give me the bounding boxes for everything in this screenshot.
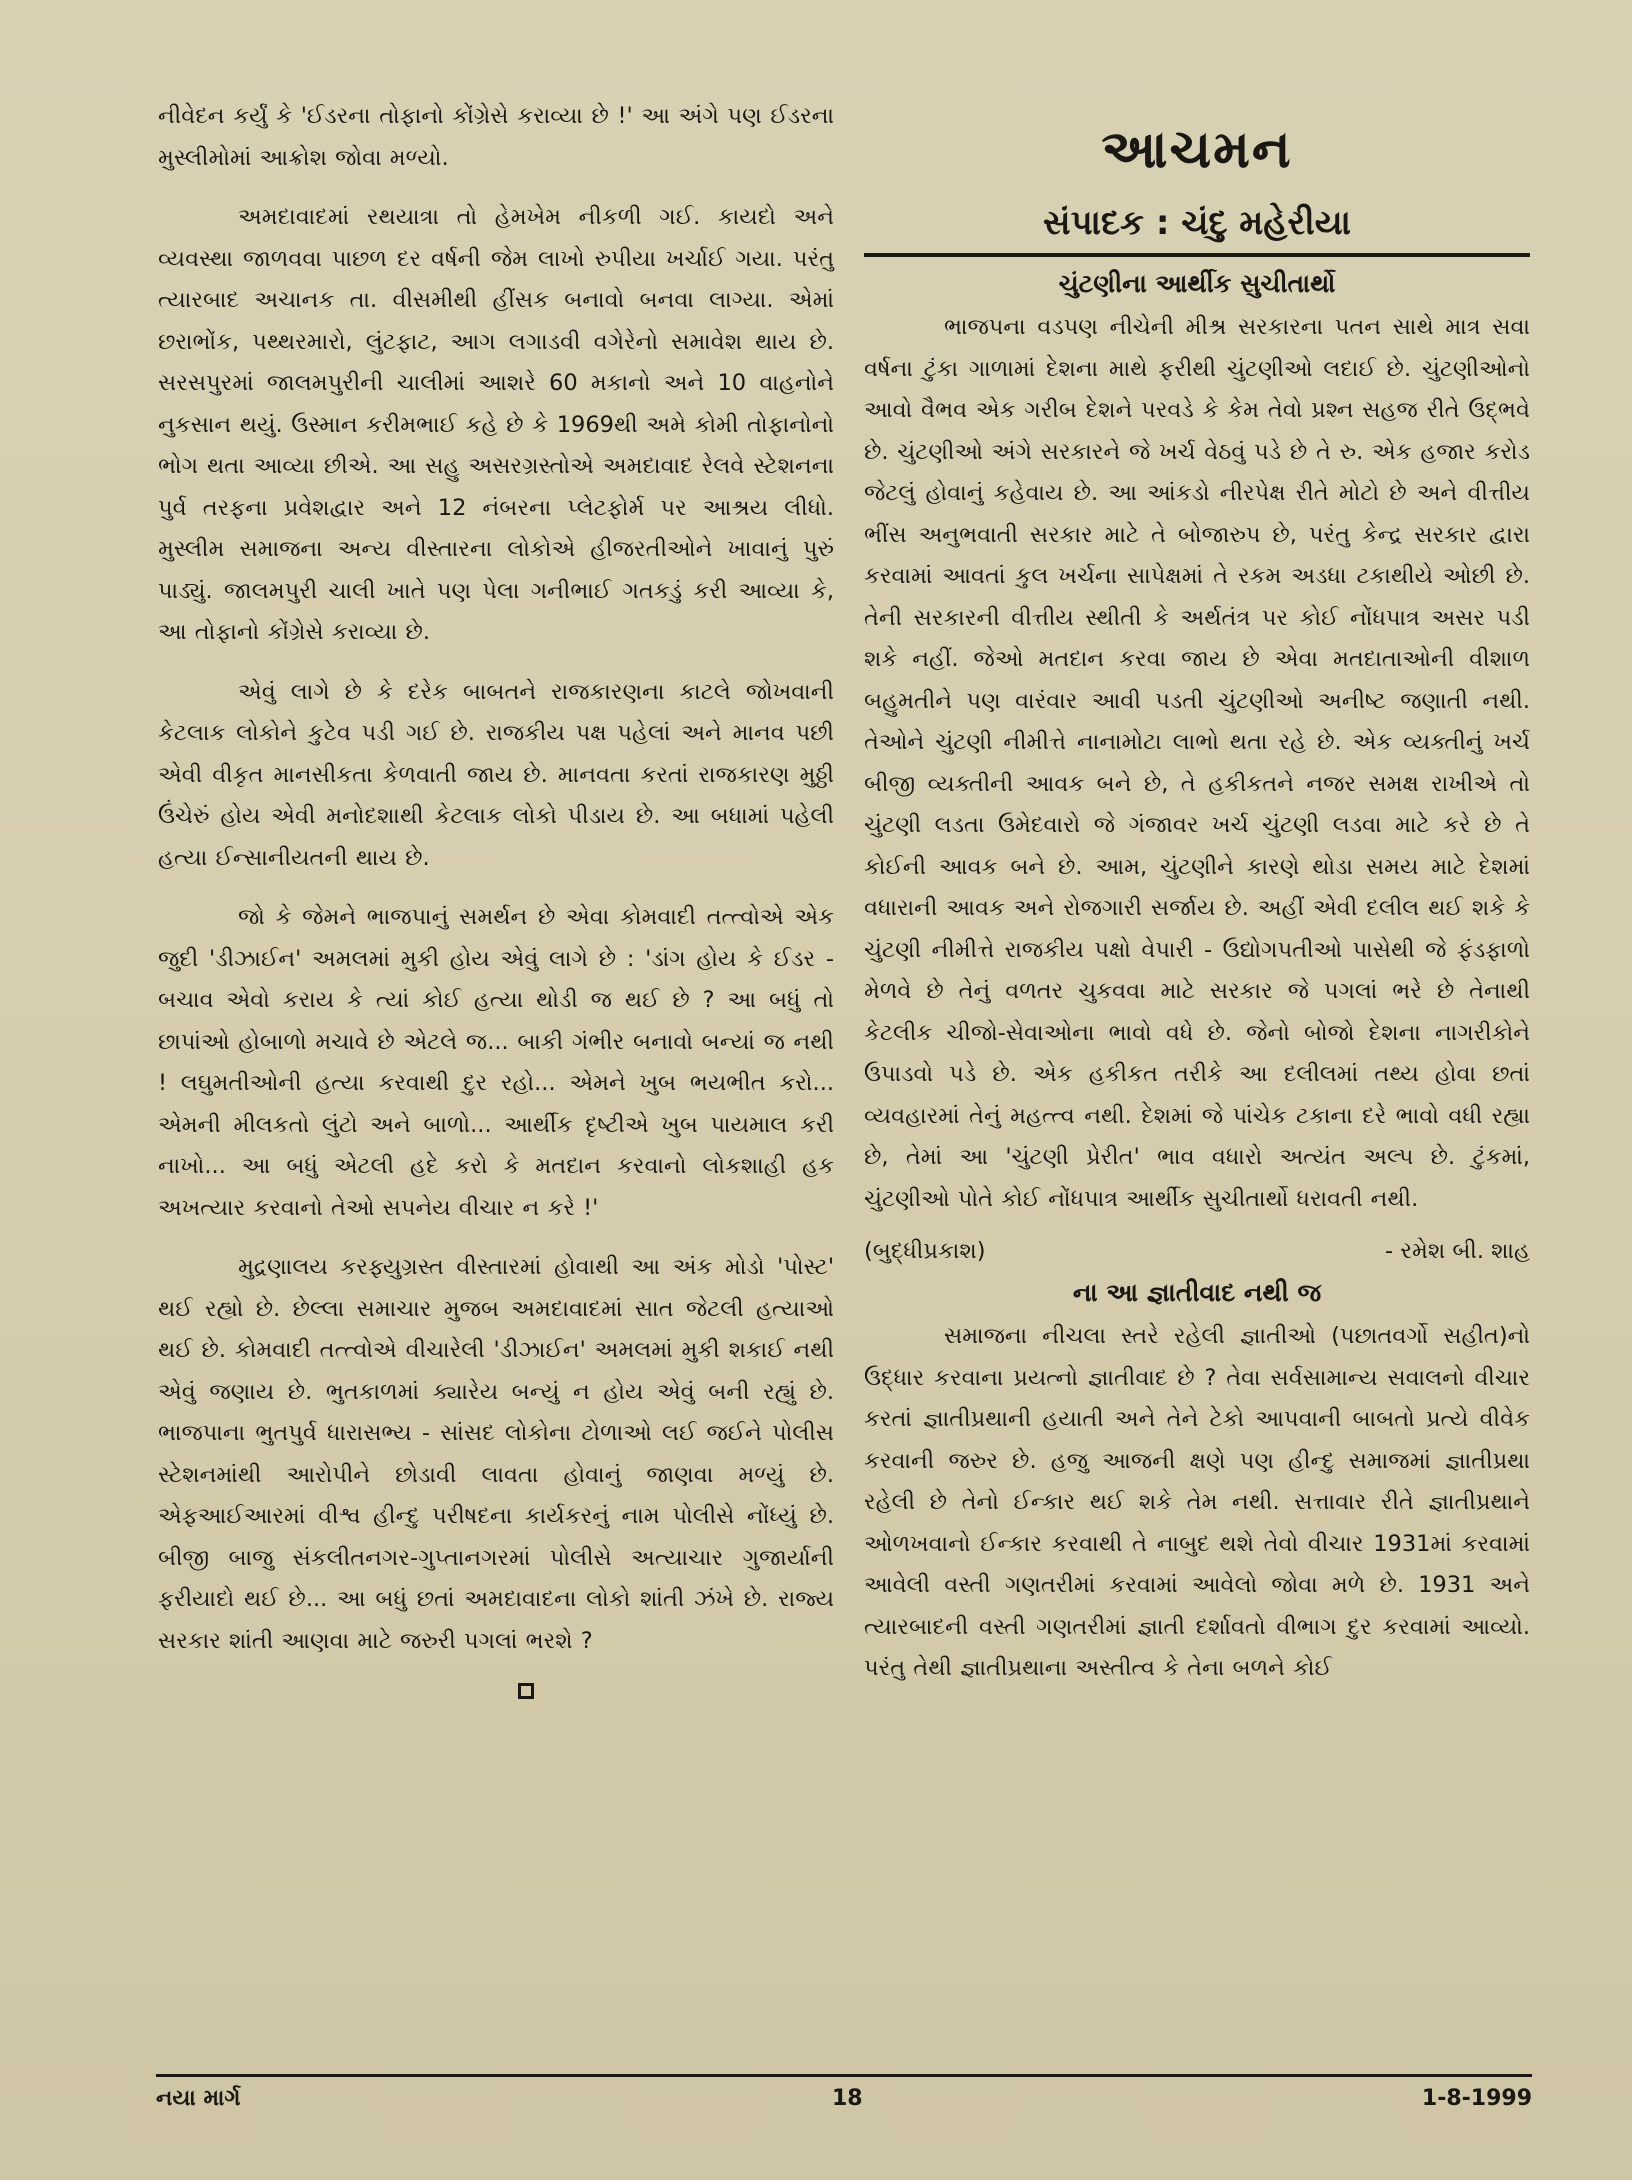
right-column: [864, 120, 1530, 1708]
end-of-article-mark: [158, 1680, 834, 1705]
footer-rule: [156, 2074, 1532, 2077]
page-number: 18: [832, 2086, 863, 2111]
issue-date: 1-8-1999: [1421, 2086, 1532, 2111]
left-paragraph-5: મુદ્રણાલય કરફ્યુગ્રસ્ત વીસ્તારમાં હોવાથી આ અંક મોડો 'પોસ્ટ' થઈ રહ્યો છે. છેલ્લા સમાચાર મુજબ અમદાવાદમાં સાત જેટલી હત્યાઓ થઈ છે. કોમવાદી તત્ત્વોએ વીચારેલી 'ડીઝાઈન' અમલમાં મુકી શકાઈ નથી એવું જણાય છે. ભુતકાળમાં ક્યારેય બન્યું ન હોય એવું બની રહ્યું છે. ભાજપાના ભુતપુર્વ ધારાસભ્ય - સાંસદ લોકોના ટોળાઓ લઈ જઈને પોલીસ સ્ટેશનમાંથી આરોપીને છોડાવી લાવતા હોવાનું જાણવા મળ્યું છે. એફઆઈઆરમાં વીશ્વ હીન્દુ પરીષદના કાર્યકરનું નામ પોલીસે નોંધ્યું છે. બીજી બાજુ સંકલીતનગર-ગુપ્તાનગરમાં પોલીસે અત્યાચાર ગુજાર્યાની ફરીયાદો થઈ છે... આ બધું છતાં અમદાવાદના લોકો શાંતી ઝંખે છે. રાજ્ય સરકાર શાંતી આણવા માટે જરુરી પગલાં ભરશે ?: [158, 1254, 834, 1654]
left-column: [158, 96, 834, 1705]
left-paragraph-3: એવું લાગે છે કે દરેક બાબતને રાજકારણના કાટલે જોખવાની કેટલાક લોકોને કુટેવ પડી ગઈ છે. રાજકીય પક્ષ પહેલાં અને માનવ પછી એવી વીકૃત માનસીકતા કેળવાતી જાય છે. માનવતા કરતાં રાજકારણ મુઠ્ઠી ઉંચેરું હોય એવી મનોદશાથી કેટલાક લોકો પીડાય છે. આ બધામાં પહેલી હત્યા ઈન્સાનીયતની થાય છે.: [158, 678, 834, 871]
source-name: (બુદ્ધીપ્રકાશ): [864, 1238, 986, 1264]
section-heading-elections: ચુંટણીના આર્થીક સુચીતાર્થો: [1058, 269, 1336, 298]
column-title: આચમન: [1101, 120, 1293, 180]
elections-paragraph: ભાજપના વડપણ નીચેની મીશ્ર સરકારના પતન સાથે માત્ર સવા વર્ષના ટુંકા ગાળામાં દેશના માથે ફરીથી ચુંટણીઓ લદાઈ છે. ચુંટણીઓનો આવો વૈભવ એક ગરીબ દેશને પરવડે કે કેમ તેવો પ્રશ્ન સહજ રીતે ઉદ્ભવે છે. ચુંટણીઓ અંગે સરકારને જે ખર્ચ વેઠવું પડે છે તે રુ. એક હજાર કરોડ જેટલું હોવાનું કહેવાય છે. આ આંકડો નીરપેક્ષ રીતે મોટો છે અને વીત્તીય ભીંસ અનુભવાતી સરકાર માટે તે બોજારુપ છે, પરંતુ કેન્દ્ર સરકાર દ્વારા કરવામાં આવતાં કુલ ખર્ચના સાપેક્ષમાં તે રકમ અડધા ટકાથીયે ઓછી છે. તેની સરકારની વીત્તીય સ્થીતી કે અર્થતંત્ર પર કોઈ નોંધપાત્ર અસર પડી શકે નહીં. જેઓ મતદાન કરવા જાય છે એવા મતદાતાઓની વીશાળ બહુમતીને પણ વારંવાર આવી પડતી ચુંટણીઓ અનીષ્ટ જણાતી નથી. તેઓને ચુંટણી નીમીત્તે નાનામોટા લાભો થતા રહે છે. એક વ્યક્તીનું ખર્ચ બીજી વ્યક્તીની આવક બને છે, તે હકીકતને નજર સમક્ષ રાખીએ તો ચુંટણી લડતા ઉમેદવારો જે ગંજાવર ખર્ચ ચુંટણી લડવા માટે કરે છે તે કોઈની આવક બને છે. આમ, ચુંટણીને કારણે થોડા સમય માટે દેશમાં વધારાની આવક અને રોજગારી સર્જાય છે. અહીં એવી દલીલ થઈ શકે કે ચુંટણી નીમીત્તે રાજકીય પક્ષો વેપારી - ઉદ્યોગપતીઓ પાસેથી જે ફંડફાળો મેળવે છે તેનું વળતર ચુકવવા માટે સરકાર જે પગલાં ભરે છે તેનાથી કેટલીક ચીજો-સેવાઓના ભાવો વધે છે. જેનો બોજો દેશના નાગરીકોને ઉપાડવો પડે છે. એક હકીકત તરીકે આ દલીલમાં તથ્ય હોવા છતાં વ્યવહારમાં તેનું મહત્ત્વ નથી. દેશમાં જે પાંચેક ટકાના દરે ભાવો વધી રહ્યા છે, તેમાં આ 'ચુંટણી પ્રેરીત' ભાવ વધારો અત્યંત અલ્પ છે. ટુંકમાં, ચુંટણીઓ પોતે કોઈ નોંધપાત્ર આર્થીક સુચીતાર્થો ધરાવતી નથી.: [864, 314, 1530, 1212]
section-heading-caste: ના આ જ્ઞાતીવાદ નથી જ: [1072, 1278, 1322, 1307]
caste-paragraph: સમાજના નીચલા સ્તરે રહેલી જ્ઞાતીઓ (પછાતવર્ગો સહીત)નો ઉદ્ધાર કરવાના પ્રયત્નો જ્ઞાતીવાદ છે ? તેવા સર્વસામાન્ય સવાલનો વીચાર કરતાં જ્ઞાતીપ્રથાની હયાતી અને તેને ટેકો આપવાની બાબતો પ્રત્યે વીવેક કરવાની જરુર છે. હજુ આજની ક્ષણે પણ હીન્દુ સમાજમાં જ્ઞાતીપ્રથા રહેલી છે તેનો ઈન્કાર થઈ શકે તેમ નથી. સત્તાવાર રીતે જ્ઞાતીપ્રથાને ઓળખવાનો ઈન્કાર કરવાથી તે નાબુદ થશે તેવો વીચાર 1931માં કરવામાં આવેલી વસ્તી ગણતરીમાં કરવામાં આવેલો જોવા મળે છે. 1931 અને ત્યારબાદની વસ્તી ગણતરીમાં જ્ઞાતી દર્શાવતો વીભાગ દુર કરવામાં આવ્યો. પરંતુ તેથી જ્ઞાતીપ્રથાના અસ્તીત્વ કે તેના બળને કોઈ: [864, 1323, 1530, 1681]
end-square-icon: [518, 1683, 534, 1699]
editor-line: સંપાદક : ચંદુ મહેરીયા: [1043, 203, 1351, 243]
author-name: - રમેશ બી. શાહ: [1385, 1238, 1530, 1264]
title-rule: [864, 253, 1530, 257]
left-paragraph-2: અમદાવાદમાં રથયાત્રા તો હેમખેમ નીકળી ગઈ. કાયદો અને વ્યવસ્થા જાળવવા પાછળ દર વર્ષની જેમ લાખો રુપીયા ખર્ચાઈ ગયા. પરંતુ ત્યારબાદ અચાનક તા. વીસમીથી હીંસક બનાવો બનવા લાગ્યા. એમાં છરાભોંક, પથ્થરમારો, લુંટફાટ, આગ લગાડવી વગેરેનો સમાવેશ થાય છે. સરસપુરમાં જાલમપુરીની ચાલીમાં આશરે 60 મકાનો અને 10 વાહનોને નુકસાન થયું. ઉસ્માન કરીમભાઈ કહે છે કે 1969થી અમે કોમી તોફાનોનો ભોગ થતા આવ્યા છીએ. આ સહુ અસરગ્રસ્તોએ અમદાવાદ રેલવે સ્ટેશનના પુર્વ તરફના પ્રવેશદ્વાર અને 12 નંબરના પ્લેટફોર્મ પર આશ્રય લીધો. મુસ્લીમ સમાજના અન્ય વીસ્તારના લોકોએ હીજરતીઓને ખાવાનું પુરું પાડ્યું. જાલમપુરી ચાલી ખાતે પણ પેલા ગનીભાઈ ગતકડું કરી આવ્યા કે, આ તોફાનો કોંગ્રેસે કરાવ્યા છે.: [158, 204, 834, 645]
left-paragraph-4: જો કે જેમને ભાજપાનું સમર્થન છે એવા કોમવાદી તત્ત્વોએ એક જુદી 'ડીઝાઈન' અમલમાં મુકી હોય એવું લાગે છે : 'ડાંગ હોય કે ઈડર - બચાવ એવો કરાય કે ત્યાં કોઈ હત્યા થોડી જ થઈ છે ? આ બધું તો છાપાંઓ હોબાળો મચાવે છે એટલે જ... બાકી ગંભીર બનાવો બન્યાં જ નથી ! લઘુમતીઓની હત્યા કરવાથી દુર રહો... એમને ખુબ ભયભીત કરો... એમની મીલકતો લુંટો અને બાળો... આર્થીક દૃષ્ટીએ ખુબ પાયમાલ કરી નાખો... આ બધું એટલી હદે કરો કે મતદાન કરવાનો લોકશાહી હક અખત્યાર કરવાનો તેઓ સપનેય વીચાર ન કરે !': [158, 904, 834, 1221]
left-paragraph-1: નીવેદન કર્યું કે 'ઈડરના તોફાનો કોંગ્રેસે કરાવ્યા છે !' આ અંગે પણ ઈડરના મુસ્લીમોમાં આક્રોશ જોવા મળ્યો.: [158, 103, 834, 171]
page-footer: [156, 2086, 1532, 2111]
publication-name: નયા માર્ગ: [156, 2086, 241, 2111]
source-line: [864, 1238, 1530, 1264]
